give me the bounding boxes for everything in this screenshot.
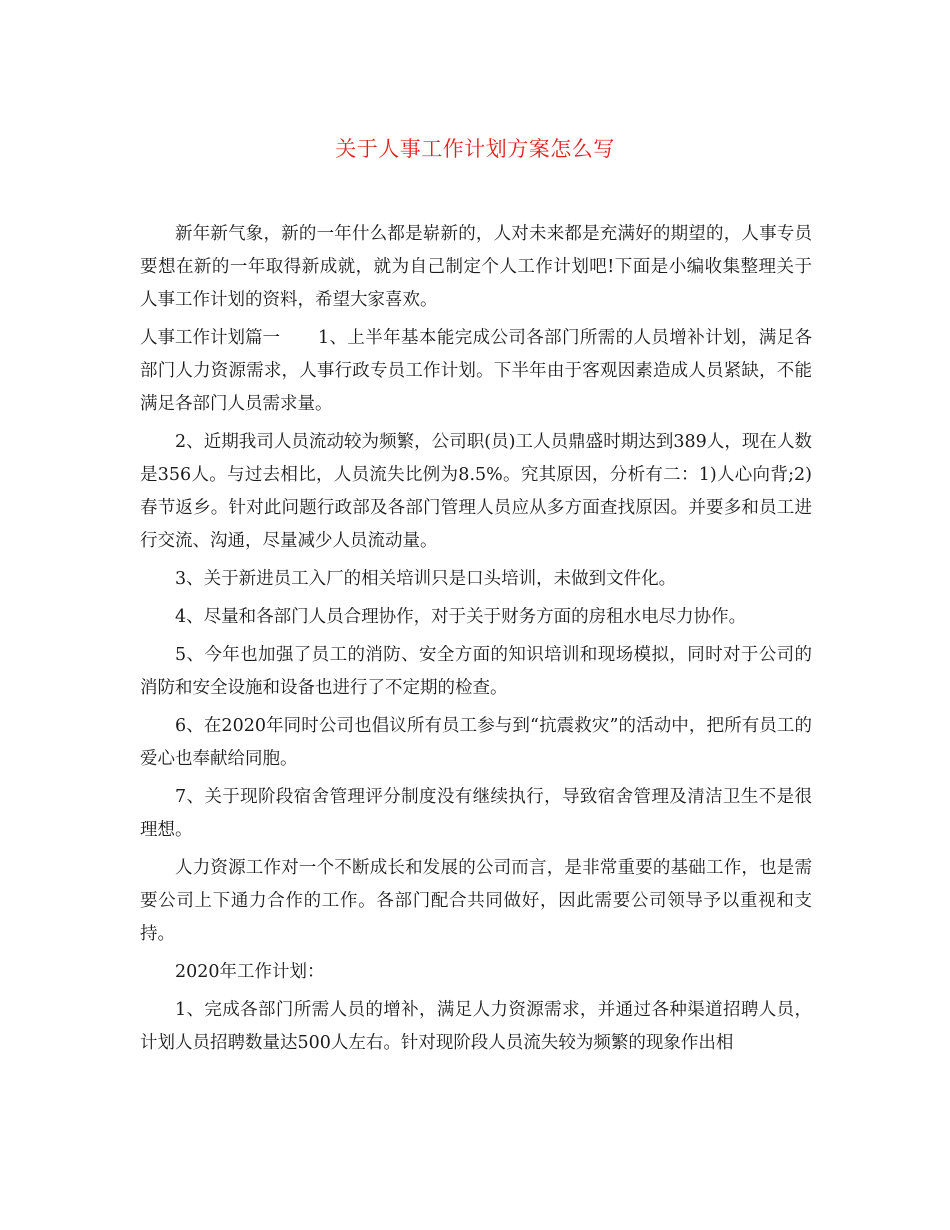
item-1-text: 1、上半年基本能完成公司各部门所需的人员增补计划，满足各部门人力资源需求，人事行政专员工作计划。下半年由于客观因素造成人员紧缺，不能满足各部门人员需求量。 [140, 328, 812, 414]
section-heading: 人事工作计划篇一 [140, 328, 280, 348]
item-3-paragraph: 3、关于新进员工入厂的相关培训只是口头培训，未做到文件化。 [175, 569, 677, 589]
document-body [140, 218, 812, 1065]
item-5-paragraph: 5、今年也加强了员工的消防、安全方面的知识培训和现场模拟，同时对于公司的消防和安全设施和设备也进行了不定期的检查。 [140, 645, 812, 698]
document-title: 关于人事工作计划方案怎么写 [335, 137, 615, 161]
item-4-paragraph: 4、尽量和各部门人员合理协作，对于关于财务方面的房租水电尽力协作。 [175, 607, 747, 627]
plan-item-1-paragraph: 1、完成各部门所需人员的增补，满足人力资源需求，并通过各种渠道招聘人员，计划人员招聘数量达500人左右。针对现阶段人员流失较为频繁的现象作出相 [140, 1000, 812, 1053]
section-paragraph [140, 322, 812, 421]
summary-paragraph: 人力资源工作对一个不断成长和发展的公司而言，是非常重要的基础工作，也是需要公司上下通力合作的工作。各部门配合共同做好，因此需要公司领导予以重视和支持。 [140, 858, 812, 944]
item-6-paragraph: 6、在2020年同时公司也倡议所有员工参与到“抗震救灾”的活动中，把所有员工的爱心也奉献给同胞。 [140, 716, 812, 769]
item-2-paragraph: 2、近期我司人员流动较为频繁，公司职(员)工人员鼎盛时期达到389人，现在人数是356人。与过去相比，人员流失比例为8.5%。究其原因，分析有二：1)人心向背;2)春节返乡。针对此问题行政部及各部门管理人员应从多方面查找原因。并要多和员工进行交流、沟通，尽量减少人员流动量。 [140, 432, 812, 551]
plan-heading: 2020年工作计划： [175, 962, 325, 982]
intro-paragraph: 新年新气象，新的一年什么都是崭新的，人对未来都是充满好的期望的，人事专员要想在新的一年取得新成就，就为自己制定个人工作计划吧!下面是小编收集整理关于人事工作计划的资料，希望大家喜欢。 [140, 224, 812, 310]
item-7-paragraph: 7、关于现阶段宿舍管理评分制度没有继续执行，导致宿舍管理及清洁卫生不是很理想。 [140, 787, 812, 840]
